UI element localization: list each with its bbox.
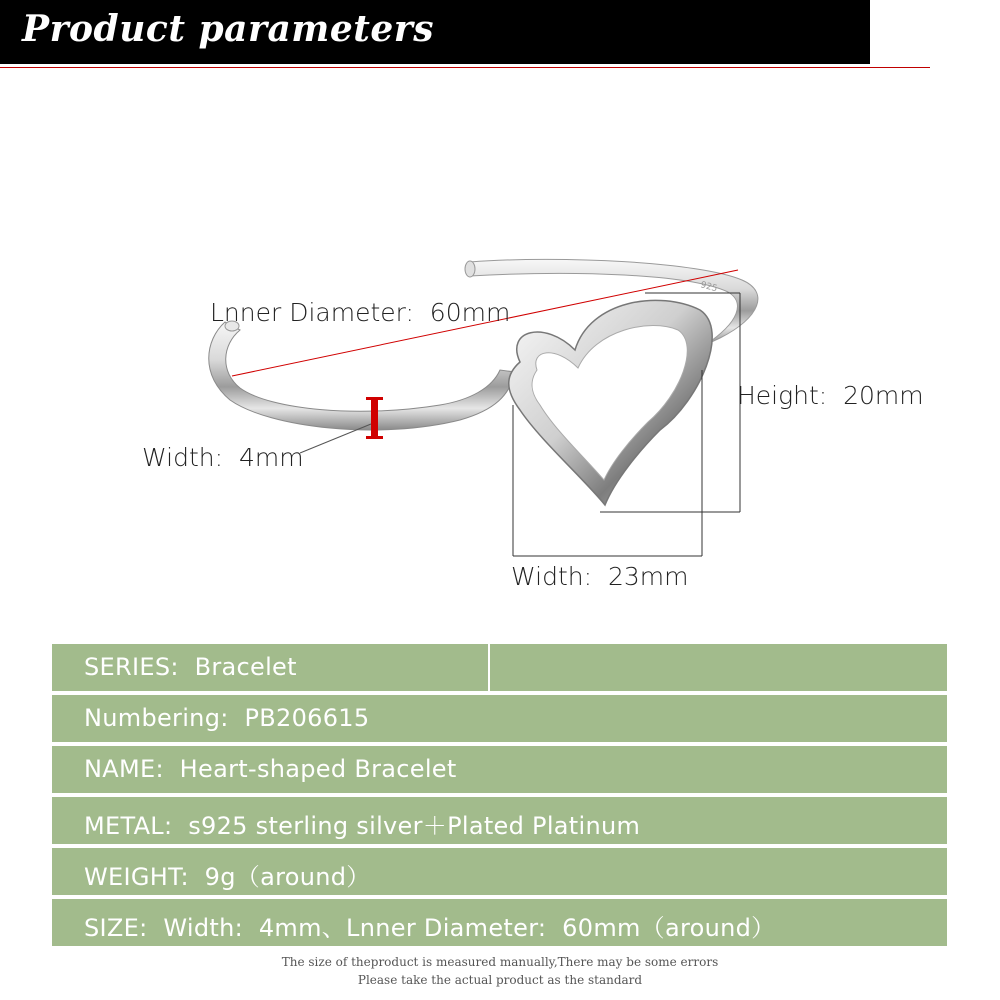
parameters-table — [52, 644, 947, 950]
footnote-line-2: Please take the actual product as the standard — [357, 973, 643, 987]
numbering-value: Numbering: PB206615 — [84, 704, 370, 732]
bracelet-front-band — [209, 322, 515, 430]
param-row-size — [52, 899, 947, 946]
param-row-numbering — [52, 695, 947, 742]
param-row-weight — [52, 848, 947, 895]
weight-value: WEIGHT: 9g（around） — [84, 863, 371, 891]
height-label: Height: 20mm — [737, 381, 924, 410]
bracelet-end-cap — [465, 261, 475, 277]
param-row-name — [52, 746, 947, 793]
row-divider — [488, 644, 490, 691]
param-row-metal — [52, 797, 947, 844]
param-row-series — [52, 644, 947, 691]
footnote-line-1: The size of theproduct is measured manually,There may be some errors — [281, 955, 719, 969]
metal-value: METAL: s925 sterling silver＋Plated Platinum — [84, 812, 641, 840]
inner-diameter-label: Lnner Diameter: 60mm — [210, 298, 511, 327]
page-title: Product parameters — [22, 8, 435, 50]
band-width-label: Width: 4mm — [142, 443, 304, 472]
series-value: SERIES: Bracelet — [84, 653, 297, 681]
engraving-mark: 925 — [699, 280, 719, 295]
heart-width-label: Width: 23mm — [511, 562, 689, 591]
name-value: NAME: Heart-shaped Bracelet — [84, 755, 457, 783]
size-value: SIZE: Width: 4mm、Lnner Diameter: 60mm（around） — [84, 914, 776, 942]
